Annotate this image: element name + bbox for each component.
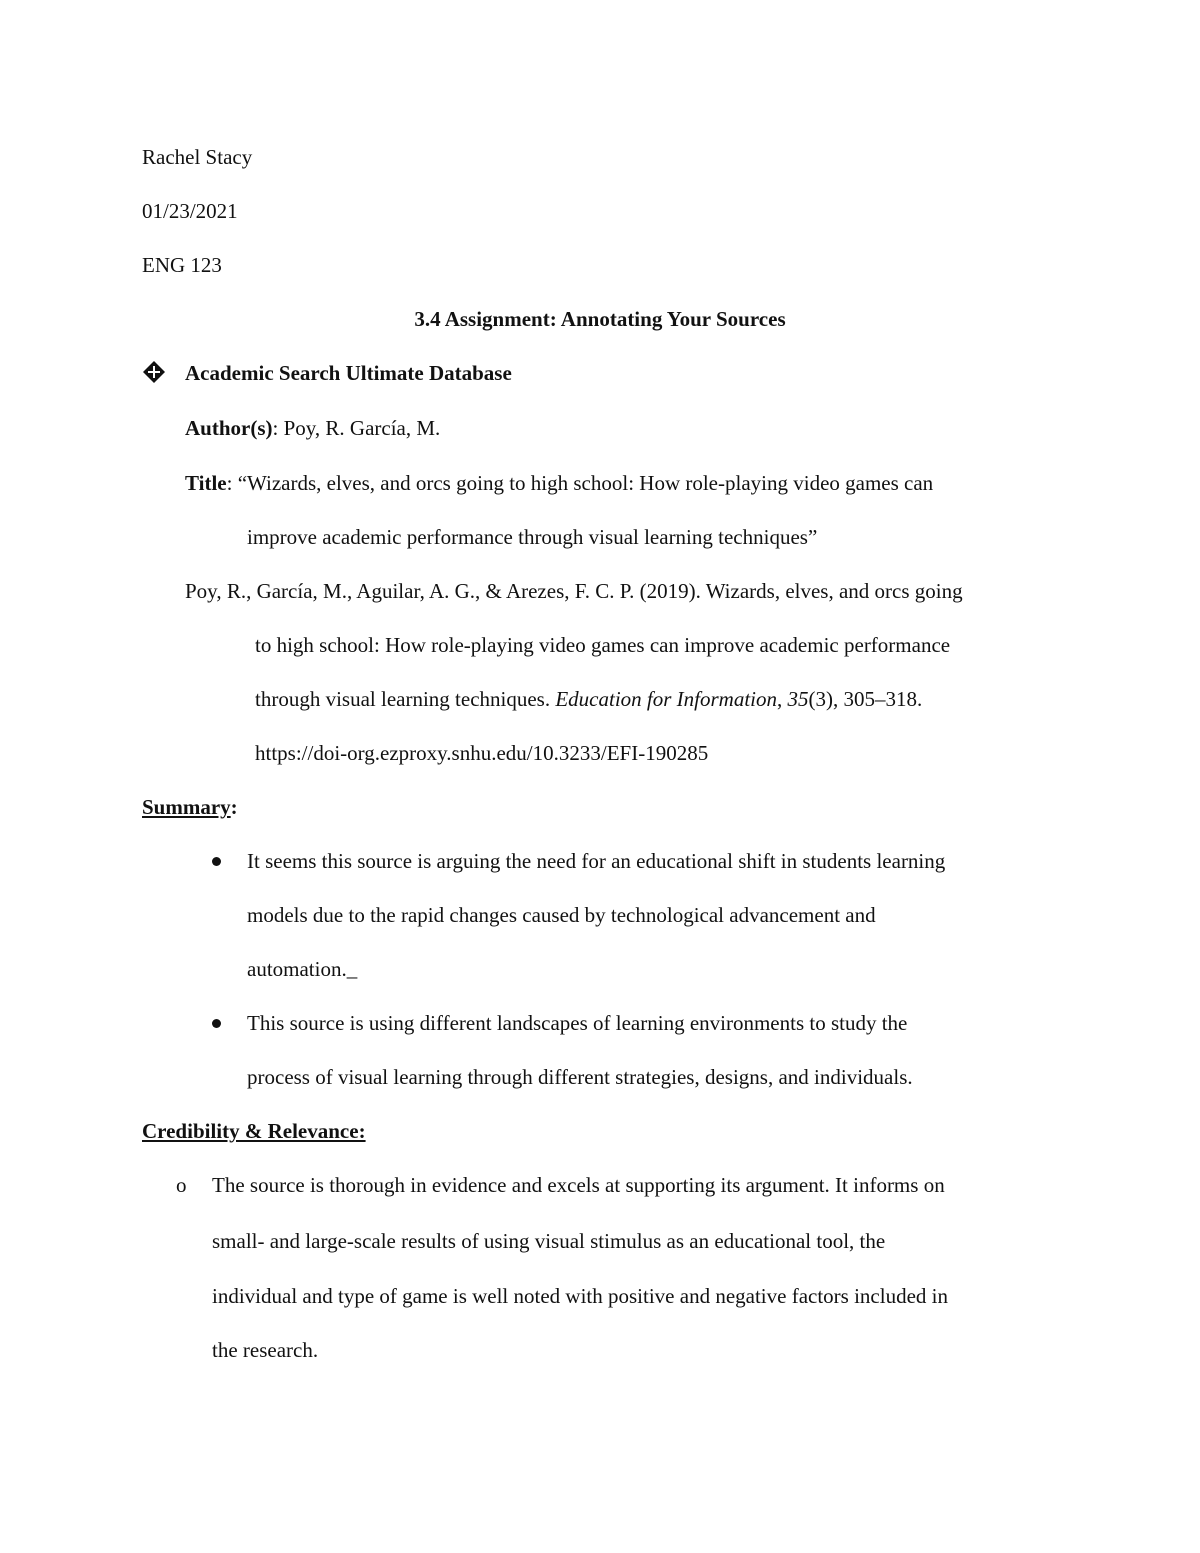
citation-volume: 35	[787, 687, 809, 711]
citation-line-3	[255, 685, 922, 713]
course-code: ENG 123	[142, 253, 222, 277]
summary-heading-colon: :	[230, 795, 238, 819]
bullet-dot-icon	[212, 857, 221, 866]
summary-bullet-2-line-1: This source is using different landscapes of learning environments to study the	[247, 1011, 908, 1035]
credibility-heading: Credibility & Relevance:	[142, 1119, 366, 1143]
credibility-line-2: small- and large-scale results of using visual stimulus as an educational tool, the	[212, 1229, 886, 1253]
summary-bullet-1-line-3: automation._	[247, 957, 358, 981]
summary-bullet-2-line-2: process of visual learning through different strategies, designs, and individuals.	[247, 1065, 913, 1089]
page-title: 3.4 Assignment: Annotating Your Sources	[414, 307, 786, 331]
assignment-date: 01/23/2021	[142, 199, 238, 223]
author-label: Author(s)	[185, 416, 273, 440]
citation-separator: ,	[777, 687, 788, 711]
summary-heading-text: Summary	[142, 795, 231, 819]
circle-bullet-icon: o	[176, 1173, 187, 1197]
title-line-1	[185, 469, 933, 497]
summary-bullet-1-line-1: It seems this source is arguing the need for an educational shift in students learning	[247, 849, 946, 873]
bullet-dot-icon	[212, 1019, 221, 1028]
citation-line-3-text: through visual learning techniques.	[255, 687, 556, 711]
citation-journal: Education for Information	[555, 687, 778, 711]
summary-heading	[142, 793, 238, 821]
credibility-line-3: individual and type of game is well noted with positive and negative factors included in	[212, 1284, 948, 1308]
citation-line-2: to high school: How role-playing video games can improve academic performance	[255, 633, 951, 657]
citation-doi: https://doi-org.ezproxy.snhu.edu/10.3233/EFI-190285	[255, 741, 709, 765]
summary-bullet-1-line-2: models due to the rapid changes caused by technological advancement and	[247, 903, 876, 927]
credibility-line-1: The source is thorough in evidence and excels at supporting its argument. It informs on	[212, 1173, 945, 1197]
database-name: Academic Search Ultimate Database	[185, 361, 512, 385]
author-value: : Poy, R. García, M.	[272, 416, 441, 440]
title-line-2: improve academic performance through visual learning techniques”	[247, 525, 818, 549]
title-value-1: : “Wizards, elves, and orcs going to high school: How role-playing video games can	[226, 471, 934, 495]
title-label: Title	[185, 471, 227, 495]
credibility-line-4: the research.	[212, 1338, 319, 1362]
citation-line-1: Poy, R., García, M., Aguilar, A. G., & Arezes, F. C. P. (2019). Wizards, elves, and orcs going	[185, 579, 963, 603]
student-name: Rachel Stacy	[142, 145, 253, 169]
citation-pages: (3), 305–318.	[808, 687, 923, 711]
author-line	[185, 414, 440, 442]
diamond-bullet-icon	[142, 360, 166, 384]
